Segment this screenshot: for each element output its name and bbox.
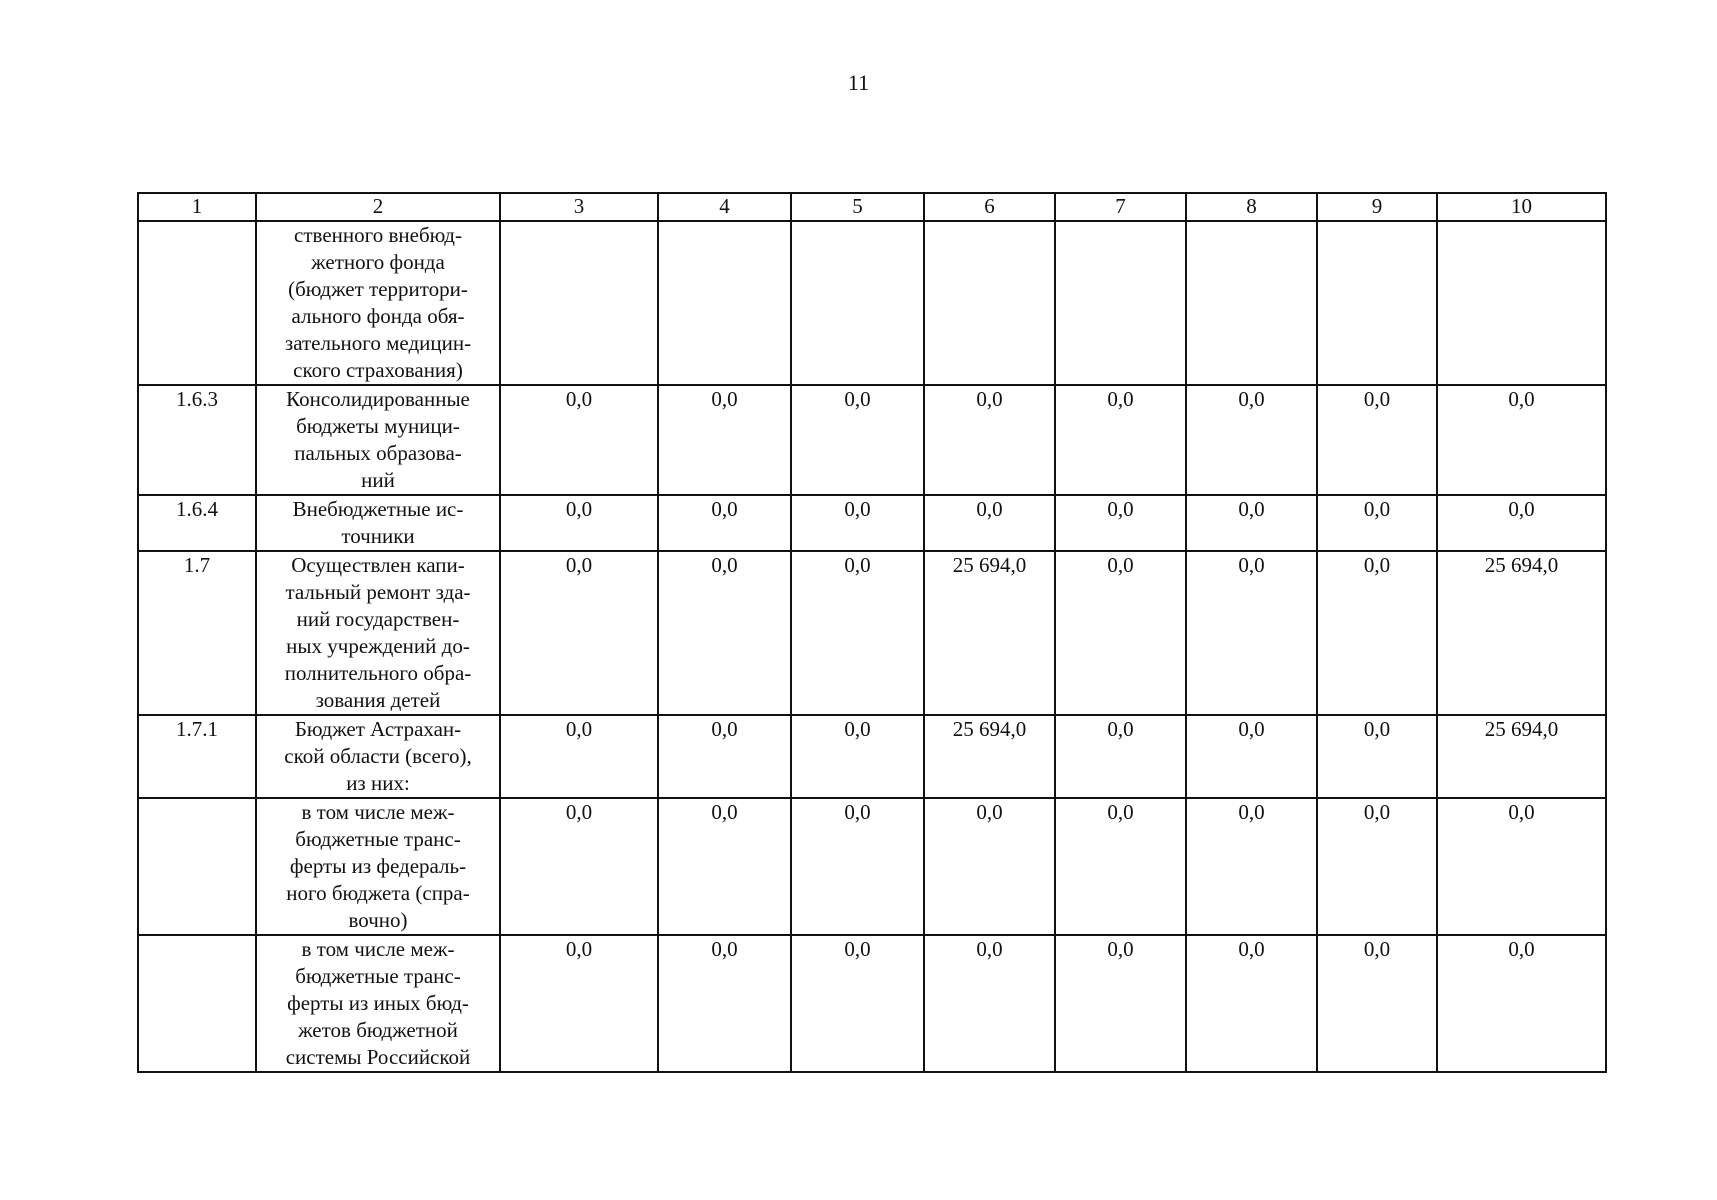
value-cell: 0,0: [1437, 495, 1606, 551]
value-cell: [1186, 221, 1317, 385]
row-description: Консолидированные бюджеты муници- пальных образова- ний: [256, 385, 500, 495]
value-cell: 0,0: [1055, 935, 1186, 1072]
column-header: 6: [924, 193, 1055, 221]
value-cell: 0,0: [791, 798, 924, 935]
value-cell: 0,0: [1055, 551, 1186, 715]
column-header: 1: [138, 193, 256, 221]
row-number: [138, 798, 256, 935]
value-cell: 0,0: [500, 715, 658, 798]
column-header: 5: [791, 193, 924, 221]
value-cell: 0,0: [1437, 935, 1606, 1072]
row-description: Внебюджетные ис- точники: [256, 495, 500, 551]
row-description: Бюджет Астрахан- ской области (всего), из них:: [256, 715, 500, 798]
value-cell: [1437, 221, 1606, 385]
value-cell: 0,0: [1317, 798, 1437, 935]
value-cell: 0,0: [658, 385, 791, 495]
value-cell: 0,0: [924, 495, 1055, 551]
value-cell: 0,0: [1317, 715, 1437, 798]
value-cell: 0,0: [791, 385, 924, 495]
row-description: в том числе меж- бюджетные транс- ферты из иных бюд- жетов бюджетной системы Российской: [256, 935, 500, 1072]
value-cell: 0,0: [791, 551, 924, 715]
row-description: в том числе меж- бюджетные транс- ферты из федераль- ного бюджета (спра- вочно): [256, 798, 500, 935]
value-cell: [1317, 221, 1437, 385]
value-cell: [500, 221, 658, 385]
value-cell: [1055, 221, 1186, 385]
table-row: [138, 495, 1606, 551]
value-cell: 0,0: [1186, 385, 1317, 495]
value-cell: 0,0: [924, 385, 1055, 495]
value-cell: 0,0: [1186, 798, 1317, 935]
value-cell: 0,0: [1437, 385, 1606, 495]
row-number: 1.7: [138, 551, 256, 715]
value-cell: 0,0: [500, 798, 658, 935]
value-cell: 0,0: [1055, 715, 1186, 798]
value-cell: 0,0: [1186, 495, 1317, 551]
row-number: [138, 221, 256, 385]
value-cell: 0,0: [924, 798, 1055, 935]
value-cell: 0,0: [1186, 715, 1317, 798]
value-cell: 0,0: [1055, 495, 1186, 551]
table-header-row: [138, 193, 1606, 221]
value-cell: 0,0: [1186, 551, 1317, 715]
table-row: [138, 221, 1606, 385]
row-description: ственного внебюд- жетного фонда (бюджет территори- ального фонда обя- зательного медицин- ского страхования): [256, 221, 500, 385]
value-cell: 25 694,0: [924, 715, 1055, 798]
row-number: 1.6.4: [138, 495, 256, 551]
value-cell: 0,0: [500, 495, 658, 551]
value-cell: 0,0: [500, 935, 658, 1072]
value-cell: 0,0: [500, 551, 658, 715]
row-number: 1.6.3: [138, 385, 256, 495]
value-cell: 25 694,0: [924, 551, 1055, 715]
table-row: [138, 935, 1606, 1072]
value-cell: 0,0: [791, 495, 924, 551]
value-cell: 0,0: [1317, 385, 1437, 495]
column-header: 3: [500, 193, 658, 221]
value-cell: 0,0: [1317, 551, 1437, 715]
value-cell: [791, 221, 924, 385]
value-cell: 0,0: [658, 935, 791, 1072]
row-number: [138, 935, 256, 1072]
column-header: 8: [1186, 193, 1317, 221]
value-cell: [658, 221, 791, 385]
table-row: [138, 385, 1606, 495]
value-cell: 0,0: [1055, 385, 1186, 495]
value-cell: 0,0: [1186, 935, 1317, 1072]
value-cell: 0,0: [658, 495, 791, 551]
value-cell: 25 694,0: [1437, 551, 1606, 715]
value-cell: 0,0: [500, 385, 658, 495]
column-header: 7: [1055, 193, 1186, 221]
page-number: 11: [847, 70, 870, 95]
value-cell: 25 694,0: [1437, 715, 1606, 798]
value-cell: 0,0: [1437, 798, 1606, 935]
value-cell: 0,0: [924, 935, 1055, 1072]
value-cell: 0,0: [658, 798, 791, 935]
column-header: 4: [658, 193, 791, 221]
column-header: 10: [1437, 193, 1606, 221]
table-row: [138, 551, 1606, 715]
value-cell: 0,0: [791, 715, 924, 798]
value-cell: 0,0: [1317, 495, 1437, 551]
value-cell: 0,0: [658, 715, 791, 798]
column-header: 2: [256, 193, 500, 221]
row-number: 1.7.1: [138, 715, 256, 798]
row-description: Осуществлен капи- тальный ремонт зда- ний государствен- ных учреждений до- полнительного обра- зования детей: [256, 551, 500, 715]
value-cell: 0,0: [658, 551, 791, 715]
value-cell: [924, 221, 1055, 385]
budget-table: [137, 192, 1607, 1073]
value-cell: 0,0: [1055, 798, 1186, 935]
value-cell: 0,0: [791, 935, 924, 1072]
table-row: [138, 798, 1606, 935]
value-cell: 0,0: [1317, 935, 1437, 1072]
column-header: 9: [1317, 193, 1437, 221]
table-row: [138, 715, 1606, 798]
